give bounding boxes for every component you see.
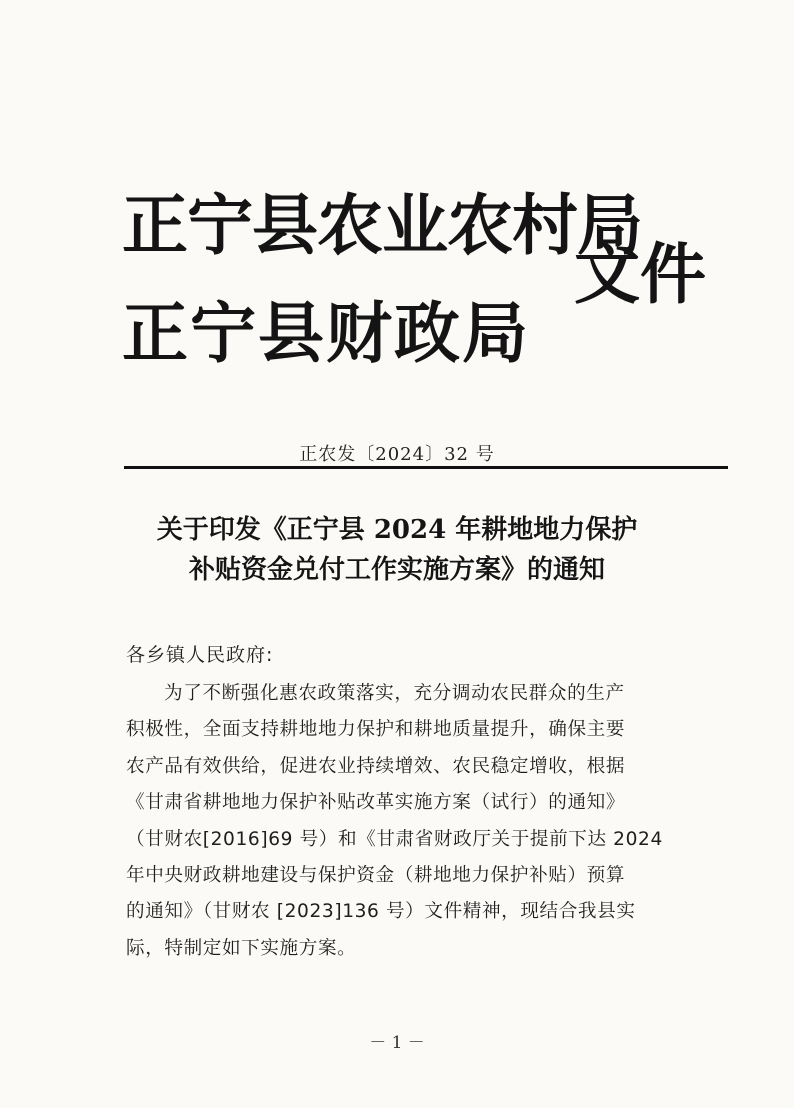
document-title — [0, 510, 794, 590]
salutation: 各乡镇人民政府: — [126, 644, 274, 666]
body-line: 年中央财政耕地建设与保护资金（耕地地力保护补贴）预算 — [126, 865, 626, 887]
body-line: （甘财农[2016]69 号）和《甘肃省财政厅关于提前下达 2024 — [126, 828, 663, 850]
body-line: 《甘肃省耕地地力保护补贴改革实施方案（试行）的通知》 — [126, 792, 626, 814]
body-line: 的通知》（甘财农 [2023]136 号）文件精神，现结合我县实 — [126, 901, 636, 923]
issuer-block — [122, 186, 642, 372]
body-line: 际，特制定如下实施方案。 — [126, 937, 357, 959]
issuer-finance-bureau: 正宁县财政局 — [122, 294, 530, 372]
title-line: 关于印发《正宁县 2024 年耕地地力保护 — [156, 515, 638, 545]
page-number: － 1 － — [369, 1033, 425, 1053]
body-line: 农产品有效供给，促进农业持续增效、农民稳定增收，根据 — [126, 755, 626, 777]
document-type-label: 文件 — [574, 235, 706, 313]
header-divider — [124, 466, 728, 469]
document-number: 正农发〔2024〕32 号 — [299, 444, 495, 465]
body-line: 积极性，全面支持耕地地力保护和耕地质量提升，确保主要 — [126, 719, 626, 741]
body-line: 为了不断强化惠农政策落实，充分调动农民群众的生产 — [164, 683, 625, 704]
title-line: 补贴资金兑付工作实施方案》的通知 — [188, 555, 605, 585]
body-paragraph — [126, 676, 686, 967]
issuer-agriculture-bureau: 正宁县农业农村局 — [122, 186, 642, 264]
